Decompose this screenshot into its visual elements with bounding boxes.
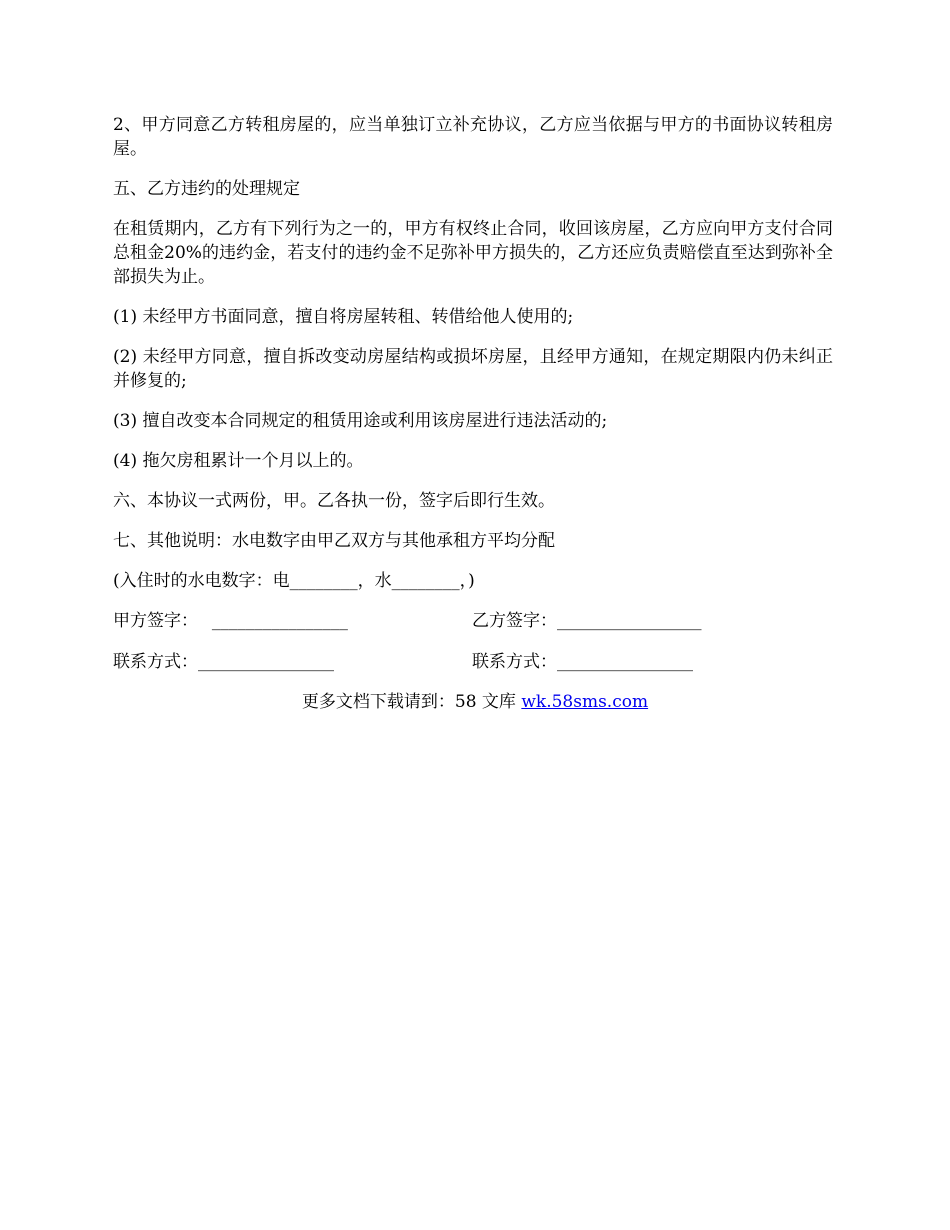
- contact-row: [113, 650, 833, 674]
- party-b-contact: 联系方式：________________: [472, 652, 693, 672]
- party-b-signature: 乙方签字：_________________: [472, 611, 702, 631]
- footer-download-note: [0, 690, 950, 714]
- clause-breach-penalty: 在租赁期内，乙方有下列行为之一的，甲方有权终止合同，收回该房屋，乙方应向甲方支付合同总租金20%的违约金，若支付的违约金不足弥补甲方损失的，乙方还应负责赔偿直至达到弥补全部损失为止。: [113, 219, 833, 287]
- breach-item-4: (4) 拖欠房租累计一个月以上的。: [113, 451, 364, 471]
- breach-item-3: (3) 擅自改变本合同规定的租赁用途或利用该房屋进行违法活动的;: [113, 411, 608, 431]
- breach-item-2: (2) 未经甲方同意，擅自拆改变动房屋结构或损坏房屋，且经甲方通知，在规定期限内仍未纠正并修复的;: [113, 347, 833, 391]
- breach-item-1: (1) 未经甲方书面同意，擅自将房屋转租、转借给他人使用的;: [113, 307, 574, 327]
- section-other-notes: 七、其他说明：水电数字由甲乙双方与其他承租方平均分配: [113, 531, 555, 551]
- party-a-contact: 联系方式：________________: [113, 652, 334, 672]
- section-heading-breach: 五、乙方违约的处理规定: [113, 179, 300, 199]
- footer-link[interactable]: wk.58sms.com: [521, 692, 649, 712]
- utility-readings: (入住时的水电数字：电________，水________，): [113, 571, 475, 591]
- party-a-signature: 甲方签字： ________________: [113, 611, 348, 631]
- document-page: [113, 113, 833, 691]
- signature-row: [113, 609, 833, 633]
- footer-text: 更多文档下载请到：58 文库: [301, 692, 522, 712]
- clause-sublet-agreement: 2、甲方同意乙方转租房屋的，应当单独订立补充协议，乙方应当依据与甲方的书面协议转租房屋。: [113, 115, 833, 159]
- section-copies: 六、本协议一式两份，甲。乙各执一份，签字后即行生效。: [113, 491, 555, 511]
